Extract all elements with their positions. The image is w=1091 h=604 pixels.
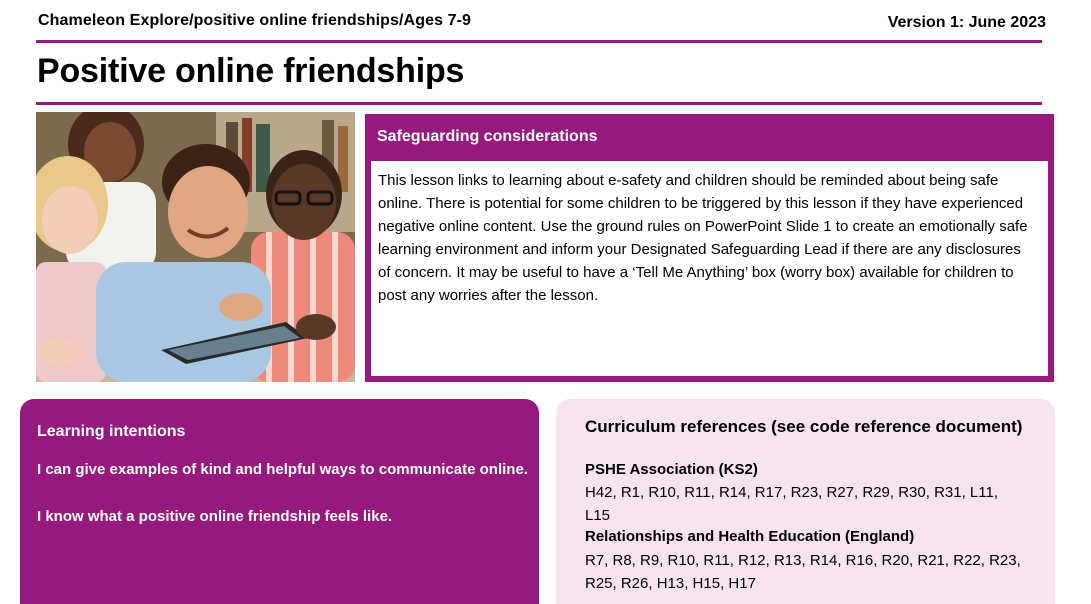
curriculum-heading: Curriculum references (see code reference document) — [585, 417, 1023, 436]
breadcrumb: Chameleon Explore/positive online friendships/Ages 7-9 — [38, 12, 472, 29]
safeguarding-text: This lesson links to learning about e-safety and children should be reminded about being safe online. There is potential for some children to be triggered by this lesson if they have experienced negative online content. Use the ground rules on PowerPoint Slide 1 to create an emotionally safe learning environment and inform your Designated Safeguarding Lead if there are any disclosures of concern. It may be useful to have a ‘Tell Me Anything’ box (worry box) available for children to post any worries after the lesson. — [371, 161, 1048, 376]
learning-intentions-panel — [20, 399, 539, 604]
curriculum-section-title: Relationships and Health Education (England) — [585, 528, 915, 545]
version-label: Version 1: June 2023 — [887, 14, 1046, 31]
learning-intentions-heading: Learning intentions — [37, 423, 186, 440]
safeguarding-panel — [365, 114, 1054, 382]
learning-intention-item: I know what a positive online friendship feels like. — [37, 508, 393, 525]
curriculum-codes: R7, R8, R9, R10, R11, R12, R13, R14, R16, R20, R21, R22, R23, R25, R26, H13, H15, H17 — [585, 552, 1021, 592]
curriculum-codes: H42, R1, R10, R11, R14, R17, R23, R27, R29, R30, R31, L11, L15 — [585, 484, 998, 524]
children-with-tablet-photo — [36, 112, 355, 382]
curriculum-section-title: PSHE Association (KS2) — [585, 461, 758, 478]
curriculum-references-panel — [556, 399, 1055, 604]
header-divider — [36, 40, 1042, 43]
title-divider — [36, 102, 1042, 105]
safeguarding-heading: Safeguarding considerations — [377, 128, 598, 145]
learning-intention-item: I can give examples of kind and helpful ways to communicate online. — [37, 461, 528, 478]
page-title: Positive online friendships — [37, 52, 465, 90]
